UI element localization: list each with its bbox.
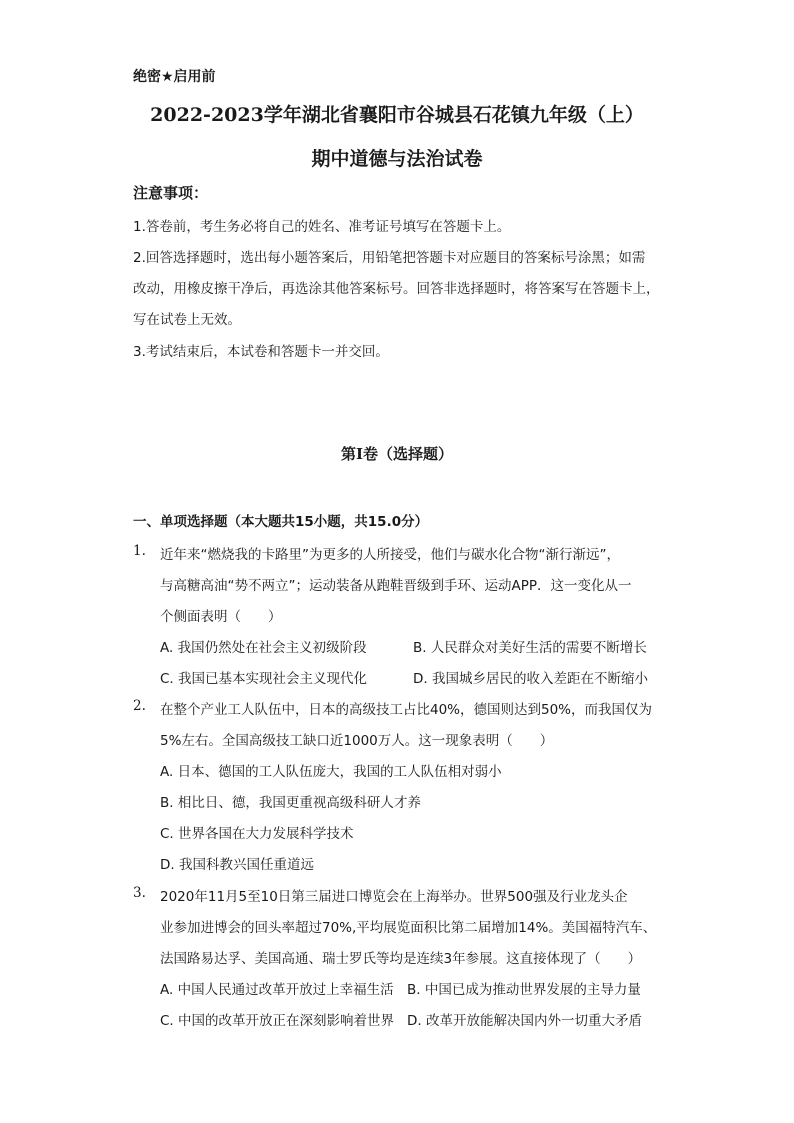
part-heading: 一、单项选择题（本大题共15小题，共15.0分） [133,514,429,530]
question-text-line: 近年来“燃烧我的卡路里”为更多的人所接受，他们与碳水化合物“渐行渐远”， [160,547,620,563]
notes-heading: 注意事项： [133,184,209,202]
answer-option-d: D. 我国城乡居民的收入差距在不断缩小 [413,671,648,687]
question-text-line: 在整个产业工人队伍中，日本的高级技工占比40%，德国则达到50%，而我国仅为 [160,702,653,718]
exam-title-line2: 期中道德与法治试卷 [311,148,483,170]
answer-option-b: B. 中国已成为推动世界发展的主导力量 [407,982,641,998]
question-text-line: 法国路易达孚、美国高通、瑞士罗氏等均是连续3年参展。这直接体现了（ ） [160,951,642,967]
answer-option-c: C. 世界各国在大力发展科学技术 [160,826,354,842]
question-text-line: 与高糖高油“势不两立”；运动装备从跑鞋晋级到手环、运动APP．这一变化从一 [160,578,632,594]
answer-option-a: A. 中国人民通过改革开放过上幸福生活 [160,982,394,998]
question-text-line: 个侧面表明（ ） [160,609,282,625]
note-item-2-line2: 改动，用橡皮擦干净后，再选涂其他答案标号。回答非选择题时，将答案写在答题卡上， [133,281,660,297]
question-number: 2. [133,698,146,714]
note-item-1: 1.答卷前，考生务必将自己的姓名、准考证号填写在答题卡上。 [133,219,511,235]
question-text-line: 2020年11月5至10日第三届进口博览会在上海举办。世界500强及行业龙头企 [160,889,628,905]
exam-title-line1: 2022-2023学年湖北省襄阳市谷城县石花镇九年级（上） [150,104,644,126]
confidential-mark: 绝密★启用前 [133,69,216,85]
answer-option-b: B. 相比日、德，我国更重视高级科研人才养 [160,795,421,811]
question-number: 3. [133,885,146,901]
note-item-2-line1: 2.回答选择题时，选出每小题答案后，用铅笔把答题卡对应题目的答案标号涂黑；如需 [133,250,646,266]
answer-option-a: A. 日本、德国的工人队伍庞大，我国的工人队伍相对弱小 [160,764,502,780]
answer-option-d: D. 改革开放能解决国内外一切重大矛盾 [407,1013,642,1029]
note-item-3: 3.考试结束后，本试卷和答题卡一并交回。 [133,344,389,360]
answer-option-d: D. 我国科教兴国任重道远 [160,857,314,873]
answer-option-b: B. 人民群众对美好生活的需要不断增长 [413,640,647,656]
answer-option-a: A. 我国仍然处在社会主义初级阶段 [160,640,367,656]
note-item-2-line3: 写在试卷上无效。 [133,312,241,328]
section-title: 第I卷（选择题） [340,445,454,463]
question-number: 1. [133,543,146,559]
answer-option-c: C. 我国已基本实现社会主义现代化 [160,671,368,687]
answer-option-c: C. 中国的改革开放正在深刻影响着世界 [160,1013,395,1029]
question-text-line: 5%左右。全国高级技工缺口近1000万人。这一现象表明（ ） [160,733,554,749]
question-text-line: 业参加进博会的回头率超过70%,平均展览面积比第二届增加14%。美国福特汽车、 [160,920,657,936]
